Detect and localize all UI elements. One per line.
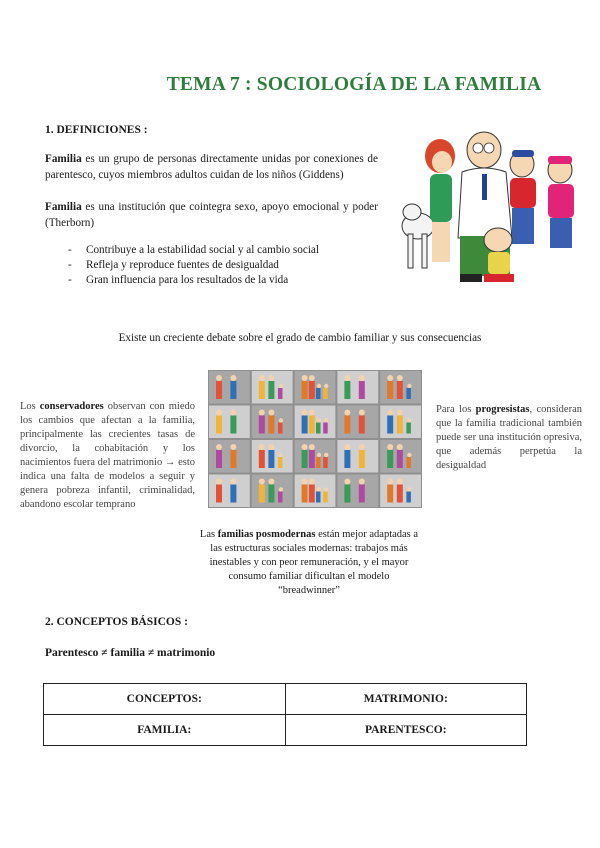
person-body bbox=[359, 416, 365, 434]
person-body bbox=[216, 485, 222, 503]
person-head bbox=[259, 444, 265, 450]
person-head bbox=[359, 410, 365, 416]
person-head bbox=[309, 444, 315, 450]
grid-cell bbox=[209, 406, 250, 439]
person-head bbox=[216, 410, 222, 416]
person-body bbox=[397, 450, 403, 468]
person-body bbox=[230, 416, 236, 434]
person-body bbox=[316, 423, 321, 434]
person-head bbox=[324, 384, 328, 388]
person-body bbox=[309, 416, 315, 434]
person-head bbox=[279, 418, 283, 422]
person-head bbox=[230, 444, 236, 450]
person-head bbox=[230, 479, 236, 485]
debate-statement: Existe un creciente debate sobre el grado de cambio familiar y sus consecuencias bbox=[118, 332, 482, 344]
person-body bbox=[309, 485, 315, 503]
grid-cell bbox=[295, 406, 336, 439]
conservadores-body: observan con miedo los cambios que afectan a la familia, principalmente las crecientes tasas de divorcio, la cohabitación y los nacimientos fuera del matrimonio → esto indica una falta de modelos a seguir y genera pobreza infantil, criminalidad, abandono escolar temprano bbox=[20, 401, 196, 510]
table-cell-parentesco: PARENTESCO: bbox=[285, 715, 527, 746]
person-body bbox=[344, 485, 350, 503]
person-head bbox=[317, 384, 321, 388]
person-head bbox=[317, 487, 321, 491]
progresistas-text bbox=[436, 403, 582, 473]
table-cell-matrimonio: MATRIMONIO: bbox=[285, 684, 527, 715]
posmodernas-term: familias posmodernas bbox=[217, 529, 316, 540]
person-head bbox=[216, 479, 222, 485]
person-head bbox=[309, 479, 315, 485]
grid-cell bbox=[337, 406, 378, 439]
section-2-heading: 2. CONCEPTOS BÁSICOS : bbox=[45, 616, 188, 628]
person-head bbox=[216, 375, 222, 381]
person-body bbox=[359, 485, 365, 503]
person-head bbox=[230, 375, 236, 381]
person-body bbox=[309, 450, 315, 468]
person-body bbox=[344, 416, 350, 434]
person-head bbox=[344, 479, 350, 485]
cartoon-family-illustration bbox=[388, 128, 586, 288]
person-body bbox=[216, 381, 222, 399]
grid-cell bbox=[337, 371, 378, 404]
person-body bbox=[259, 485, 265, 503]
table-row bbox=[44, 715, 527, 746]
person-body bbox=[406, 492, 411, 503]
conservadores-pre: Los bbox=[20, 401, 40, 412]
person-body bbox=[216, 416, 222, 434]
person-head bbox=[268, 444, 274, 450]
grid-cell bbox=[337, 475, 378, 508]
definition-bullets bbox=[68, 243, 378, 288]
person-head bbox=[302, 375, 308, 381]
bullet-item: - Contribuye a la estabilidad social y al cambio social bbox=[68, 243, 378, 258]
person-body bbox=[278, 492, 283, 503]
person-head bbox=[324, 487, 328, 491]
person-head bbox=[387, 375, 393, 381]
grid-cell bbox=[295, 371, 336, 404]
grid-cell bbox=[337, 440, 378, 473]
person-head bbox=[344, 410, 350, 416]
person-body bbox=[268, 381, 274, 399]
person-head bbox=[407, 418, 411, 422]
person-head bbox=[309, 410, 315, 416]
person-body bbox=[344, 450, 350, 468]
person-head bbox=[259, 479, 265, 485]
person-body bbox=[387, 381, 393, 399]
person-body bbox=[278, 457, 283, 468]
progresistas-body: , consideran que la familia tradicional también puede ser una institución opresiva, que además perpetúa la desigualdad bbox=[436, 404, 582, 471]
section-2-subheading: Parentesco ≠ familia ≠ matrimonio bbox=[45, 647, 216, 659]
definition-1 bbox=[45, 151, 378, 183]
person-body bbox=[302, 416, 308, 434]
person-head bbox=[407, 487, 411, 491]
person-head bbox=[324, 418, 328, 422]
person-head bbox=[268, 479, 274, 485]
person-body bbox=[278, 388, 283, 399]
person-body bbox=[323, 423, 328, 434]
person-body bbox=[259, 450, 265, 468]
person-head bbox=[279, 453, 283, 457]
page-title: TEMA 7 : SOCIOLOGÍA DE LA FAMILIA bbox=[166, 74, 542, 95]
person-head bbox=[324, 453, 328, 457]
person-head bbox=[387, 479, 393, 485]
person-head bbox=[302, 479, 308, 485]
person-head bbox=[359, 479, 365, 485]
posmodernas-body: están mejor adaptadas a las estructuras sociales modernas: trabajos más inestables y con peor remuneración, y el mayor consumo familiar dificultan el modelo “breadwinner” bbox=[209, 529, 419, 596]
person-body bbox=[359, 450, 365, 468]
concepts-table bbox=[43, 683, 527, 746]
table-row bbox=[44, 684, 527, 715]
person-body bbox=[406, 388, 411, 399]
conservadores-text bbox=[20, 400, 195, 512]
person-body bbox=[302, 485, 308, 503]
person-head bbox=[268, 375, 274, 381]
family-types-grid-image bbox=[208, 370, 422, 508]
person-head bbox=[279, 487, 283, 491]
person-body bbox=[359, 381, 365, 399]
grid-cell bbox=[295, 475, 336, 508]
person-head bbox=[302, 410, 308, 416]
definition-2-term: Familia bbox=[45, 201, 82, 213]
person-head bbox=[268, 410, 274, 416]
posmodernas-pre: Las bbox=[199, 529, 218, 540]
person-body bbox=[268, 450, 274, 468]
person-body bbox=[406, 423, 411, 434]
section-1-heading: 1. DEFINICIONES : bbox=[45, 124, 148, 136]
person-body bbox=[397, 381, 403, 399]
posmodernas-text bbox=[198, 528, 420, 598]
person-head bbox=[259, 375, 265, 381]
progresistas-pre: Para los bbox=[436, 404, 476, 415]
person-head bbox=[259, 410, 265, 416]
definition-2 bbox=[45, 199, 378, 231]
person-body bbox=[344, 381, 350, 399]
table-cell-conceptos: CONCEPTOS: bbox=[44, 684, 286, 715]
person-head bbox=[359, 375, 365, 381]
person-head bbox=[309, 375, 315, 381]
person-head bbox=[344, 375, 350, 381]
person-body bbox=[302, 450, 308, 468]
definition-1-term: Familia bbox=[45, 153, 82, 165]
person-body bbox=[216, 450, 222, 468]
grid-cell bbox=[209, 440, 250, 473]
person-head bbox=[407, 384, 411, 388]
definition-2-text: es una institución que cointegra sexo, apoyo emocional y poder (Therborn) bbox=[45, 201, 378, 229]
person-body bbox=[259, 416, 265, 434]
person-head bbox=[387, 444, 393, 450]
person-body bbox=[268, 416, 274, 434]
person-body bbox=[397, 416, 403, 434]
person-head bbox=[302, 444, 308, 450]
person-head bbox=[359, 444, 365, 450]
person-body bbox=[316, 457, 321, 468]
person-body bbox=[323, 492, 328, 503]
person-body bbox=[268, 485, 274, 503]
grid-cell bbox=[209, 371, 250, 404]
person-head bbox=[397, 375, 403, 381]
table-cell-familia: FAMILIA: bbox=[44, 715, 286, 746]
person-body bbox=[387, 416, 393, 434]
person-head bbox=[397, 410, 403, 416]
bullet-item: - Gran influencia para los resultados de la vida bbox=[68, 273, 378, 288]
grid-cell bbox=[209, 475, 250, 508]
progresistas-term: progresistas bbox=[475, 404, 530, 415]
person-head bbox=[344, 444, 350, 450]
person-body bbox=[406, 457, 411, 468]
person-head bbox=[230, 410, 236, 416]
person-body bbox=[230, 381, 236, 399]
person-head bbox=[279, 384, 283, 388]
person-body bbox=[323, 457, 328, 468]
person-body bbox=[323, 388, 328, 399]
person-head bbox=[397, 479, 403, 485]
conservadores-term: conservadores bbox=[39, 401, 104, 412]
person-body bbox=[387, 485, 393, 503]
person-body bbox=[309, 381, 315, 399]
person-body bbox=[230, 450, 236, 468]
person-body bbox=[230, 485, 236, 503]
person-head bbox=[317, 453, 321, 457]
person-head bbox=[387, 410, 393, 416]
person-head bbox=[216, 444, 222, 450]
person-head bbox=[397, 444, 403, 450]
person-body bbox=[316, 388, 321, 399]
person-body bbox=[387, 450, 393, 468]
person-body bbox=[259, 381, 265, 399]
person-head bbox=[407, 453, 411, 457]
person-body bbox=[316, 492, 321, 503]
person-head bbox=[317, 418, 321, 422]
definition-1-text: es un grupo de personas directamente unidas por conexiones de parentesco, cuyos miembros adultos cuidan de los niños (Giddens) bbox=[45, 153, 378, 181]
bullet-item: - Refleja y reproduce fuentes de desigualdad bbox=[68, 258, 378, 273]
person-body bbox=[302, 381, 308, 399]
grid-cell bbox=[295, 440, 336, 473]
person-body bbox=[278, 423, 283, 434]
person-body bbox=[397, 485, 403, 503]
